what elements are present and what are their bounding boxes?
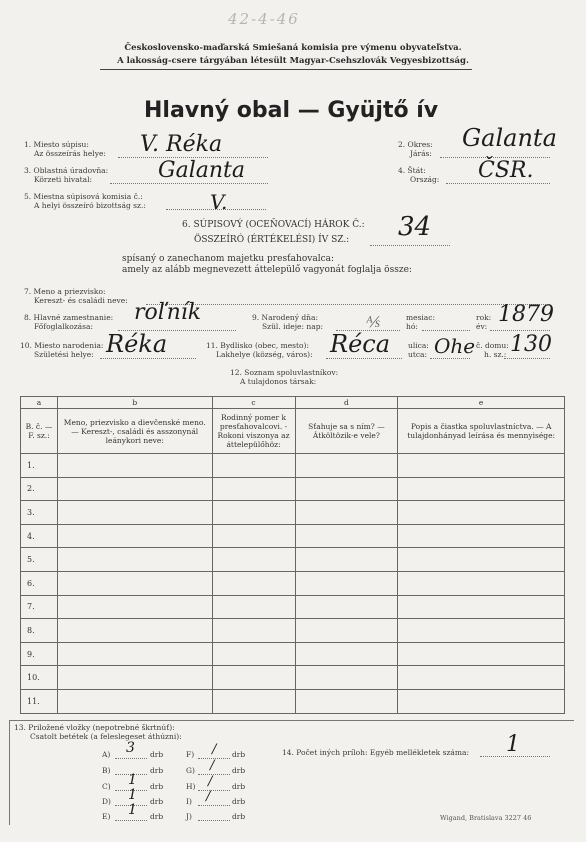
attachment-unit: drb — [150, 766, 164, 775]
attachment-value: / — [212, 742, 217, 757]
attachment-value: / — [208, 774, 213, 789]
field-8-value: roľník — [134, 300, 202, 325]
col-letter-b: b — [57, 397, 212, 409]
field-7-label-hu: Kereszt- és családi neve: — [34, 296, 128, 305]
col-header-e: Popis a čiastka spoluvlastníctva. — A tulajdonhányad leírása és mennyisége: — [398, 409, 565, 454]
spisany-line-hu: amely az alább megnevezett áttelepülő vagyonát foglalja össze: — [122, 265, 412, 275]
attachment-unit: drb — [150, 797, 164, 806]
mesiac-label-hu: hó: — [406, 322, 418, 331]
col-letter-e: e — [398, 397, 565, 409]
field-11-value: Réca — [330, 330, 391, 358]
field-5-label-hu: A helyi összeíró bizottság sz.: — [34, 201, 146, 210]
col-header-b: Meno, priezvisko a dievčenské meno. — Kereszt-, családi és asszonynál leánykori neve: — [57, 409, 212, 454]
attachment-label: G) — [186, 766, 195, 775]
cdomu-label-sk: č. domu: — [476, 341, 509, 350]
co-owners-table — [20, 396, 565, 714]
field-9-label-sk: 9. Narodený dňa: — [252, 313, 318, 322]
header-line-1: Československo-maďarská Smiešaná komisia pre výmenu obyvateľstva. — [124, 43, 462, 53]
attachment-label: A) — [102, 750, 111, 759]
column-letters-row — [21, 397, 565, 409]
field-5-value: V. — [210, 190, 228, 214]
field-2-value: Galanta — [462, 124, 557, 152]
cdomu-label-hu: h. sz.: — [484, 350, 507, 359]
table-row — [21, 689, 565, 713]
table-row — [21, 595, 565, 619]
attachment-unit: drb — [232, 812, 246, 821]
attachment-label: D) — [102, 797, 111, 806]
row-number: 8. — [21, 619, 58, 643]
field-10-label-sk: 10. Miesto narodenia: — [20, 341, 104, 350]
table-row — [21, 454, 565, 478]
attachment-unit: drb — [232, 797, 246, 806]
field-8-label-sk: 8. Hlavné zamestnanie: — [24, 313, 114, 322]
table-row — [21, 548, 565, 572]
field-2-label-sk: 2. Okres: — [398, 140, 433, 149]
table-row — [21, 619, 565, 643]
attachment-value: 1 — [128, 787, 137, 803]
field-6-label-hu: ÖSSZEÍRÓ (ÉRTÉKELÉSI) ÍV SZ.: — [194, 235, 350, 245]
column-headers-row — [21, 409, 565, 454]
attachment-label: C) — [102, 782, 111, 791]
attachment-unit: drb — [150, 782, 164, 791]
field-1-label-sk: 1. Miesto súpisu: — [24, 140, 89, 149]
col-letter-a: a — [21, 397, 58, 409]
attachment-value: 1 — [128, 772, 137, 788]
col-header-d: Sťahuje sa s ním? — Átköltözik-e vele? — [295, 409, 398, 454]
field-9-label-hu: Szül. ideje: nap: — [262, 322, 324, 331]
row-number: 6. — [21, 571, 58, 595]
row-number: 5. — [21, 548, 58, 572]
field-1-value: V. Réka — [140, 132, 223, 157]
row-number: 10. — [21, 666, 58, 690]
field-4-label-sk: 4. Štát: — [398, 166, 426, 175]
table-row — [21, 642, 565, 666]
attachment-label: E) — [102, 812, 111, 821]
table-row — [21, 477, 565, 501]
row-number: 7. — [21, 595, 58, 619]
attachment-unit: drb — [232, 782, 246, 791]
attachment-label: J) — [186, 812, 192, 821]
field-3-label-hu: Körzeti hivatal: — [34, 175, 93, 184]
field-6-value: 34 — [398, 212, 432, 242]
field-8-label-hu: Főfoglalkozása: — [34, 322, 94, 331]
attachment-unit: drb — [232, 766, 246, 775]
field-4-value: ČSR. — [478, 158, 534, 183]
ulica-value: Ohe — [434, 334, 476, 358]
attachment-unit: drb — [150, 812, 164, 821]
field-7-label-sk: 7. Meno a priezvisko: — [24, 287, 106, 296]
attachment-label: B) — [102, 766, 111, 775]
attachments-title-hu: Csatolt betétek (a feleslegeset áthúzni): — [30, 732, 182, 741]
table-row — [21, 501, 565, 525]
attachment-value: / — [210, 758, 215, 773]
field-6-label-sk: 6. SÚPISOVÝ (OCEŇOVACÍ) HÁROK Č.: — [182, 220, 365, 230]
field-14-value: 1 — [506, 732, 520, 757]
field-9-mark: ⅍ — [366, 312, 381, 331]
table-row — [21, 666, 565, 690]
attachment-unit: drb — [150, 750, 164, 759]
row-number: 3. — [21, 501, 58, 525]
ulica-label-hu: utca: — [408, 350, 428, 359]
row-number: 4. — [21, 524, 58, 548]
cdomu-value: 130 — [510, 332, 552, 357]
field-3-value: Galanta — [158, 158, 245, 183]
field-4-label-hu: Ország: — [410, 175, 440, 184]
attachment-value: 1 — [128, 802, 137, 818]
field-12-label-hu: A tulajdonos társak: — [240, 377, 317, 386]
col-header-a: B. č. — F. sz.: — [21, 409, 58, 454]
field-14-label: 14. Počet iných príloh: Egyéb mellékletek száma: — [282, 748, 469, 757]
header-line-2: A lakosság-csere tárgyában létesült Magyar-Csehszlovák Vegyesbizottság. — [117, 56, 469, 66]
row-number: 1. — [21, 454, 58, 478]
field-2-label-hu: Járás: — [410, 149, 432, 158]
spisany-line-sk: spísaný o zanechanom majetku presťahovalca: — [122, 254, 335, 264]
rok-label-hu: év: — [476, 322, 488, 331]
row-number: 2. — [21, 477, 58, 501]
field-10-label-hu: Születési helye: — [34, 350, 94, 359]
printer-imprint: Wigand, Bratislava 3227 46 — [440, 814, 532, 822]
col-letter-c: c — [212, 397, 295, 409]
top-note: 42-4-46 — [228, 10, 300, 28]
field-10-value: Réka — [106, 330, 168, 358]
rok-label-sk: rok: — [476, 313, 492, 322]
attachment-label: F) — [186, 750, 195, 759]
attachment-unit: drb — [232, 750, 246, 759]
field-12-label-sk: 12. Soznam spoluvlastníkov: — [230, 368, 339, 377]
attachment-label: H) — [186, 782, 196, 791]
table-row — [21, 571, 565, 595]
col-header-c: Rodinný pomer k presťahovalcovi. - Rokoni viszonya az áttelepülőhöz: — [212, 409, 295, 454]
rok-value: 1879 — [498, 302, 554, 327]
attachments-title-sk: 13. Priložené vložky (nepotrebné škrtnúť): — [14, 723, 175, 732]
field-3-label-sk: 3. Oblastná úradovňa: — [24, 166, 109, 175]
field-5-label-sk: 5. Miestna súpisová komisia č.: — [24, 192, 143, 201]
page-title: Hlavný obal — Gyüjtő ív — [144, 98, 439, 123]
col-letter-d: d — [295, 397, 398, 409]
mesiac-label-sk: mesiac: — [406, 313, 435, 322]
attachment-label: I) — [186, 797, 192, 806]
row-number: 9. — [21, 642, 58, 666]
table-row — [21, 524, 565, 548]
attachment-value: 3 — [126, 740, 135, 756]
field-11-label-sk: 11. Bydlisko (obec, mesto): — [206, 341, 309, 350]
attachment-value: / — [206, 789, 211, 804]
row-number: 11. — [21, 689, 58, 713]
header-underline — [100, 69, 472, 70]
ulica-label-sk: ulica: — [408, 341, 429, 350]
field-11-label-hu: Lakhelye (község, város): — [216, 350, 313, 359]
field-1-label-hu: Az összeírás helye: — [34, 149, 106, 158]
